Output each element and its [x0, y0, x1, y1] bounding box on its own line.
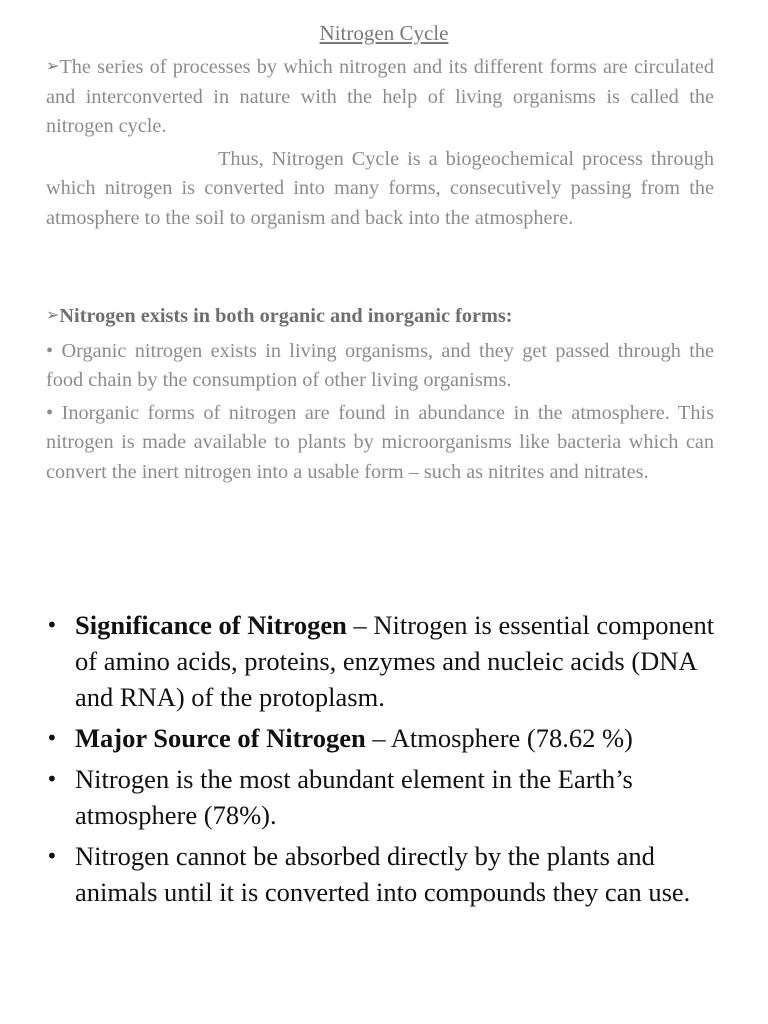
- list-item-text: Nitrogen is the most abundant element in the Earth’s atmosphere (78%).: [75, 764, 633, 830]
- bullet-icon: •: [46, 726, 58, 750]
- nitrogen-forms-heading-text: Nitrogen exists in both organic and inorganic forms:: [59, 305, 513, 327]
- organic-nitrogen-paragraph: • Organic nitrogen exists in living organisms, and they get passed through the food chain by the consumption of other living organisms.: [46, 339, 714, 392]
- bullet-icon: •: [46, 767, 58, 791]
- inorganic-nitrogen-paragraph: • Inorganic forms of nitrogen are found in abundance in the atmosphere. This nitrogen is made available to plants by microorganisms like bacteria which can convert the inert nitrogen into a usable form – such as nitrites and nitrates.: [46, 401, 714, 483]
- list-item-text: Nitrogen cannot be absorbed directly by the plants and animals until it is converted into compounds they can use.: [75, 841, 691, 907]
- list-item: [46, 761, 736, 833]
- bullet-icon: •: [46, 844, 58, 868]
- arrow-bullet-icon: ➢: [46, 56, 60, 75]
- intro-paragraph-definition: [46, 51, 714, 142]
- arrow-bullet-icon: ➢: [46, 305, 60, 324]
- page-title: Nitrogen Cycle: [319, 21, 449, 45]
- intro-paragraph-summary: Thus, Nitrogen Cycle is a biogeochemical process through which nitrogen is converted into many forms, consecutively passing from the atmosphere to the soil to organism and back into the atmosphere.: [46, 147, 714, 229]
- intro-paragraph-definition-text: The series of processes by which nitrogen and its different forms are circulated and interconverted in nature with the help of living organisms is called the nitrogen cycle.: [46, 56, 714, 138]
- nitrogen-forms-section: [46, 300, 714, 488]
- list-item: [46, 607, 736, 715]
- list-item-text: – Nitrogen is essential component of amino acids, proteins, enzymes and nucleic acids (DNA and RNA) of the protoplasm.: [75, 610, 715, 712]
- list-item: [46, 838, 736, 910]
- intro-section: [46, 51, 714, 234]
- list-item: [46, 720, 736, 756]
- bullet-icon: •: [46, 613, 58, 637]
- list-item-text: – Atmosphere (78.62 %): [365, 723, 633, 753]
- list-item-bold-label: Significance of Nitrogen: [75, 610, 347, 640]
- list-item-bold-label: Major Source of Nitrogen: [75, 723, 366, 753]
- key-points-list: [46, 607, 736, 915]
- nitrogen-forms-heading: [46, 300, 714, 332]
